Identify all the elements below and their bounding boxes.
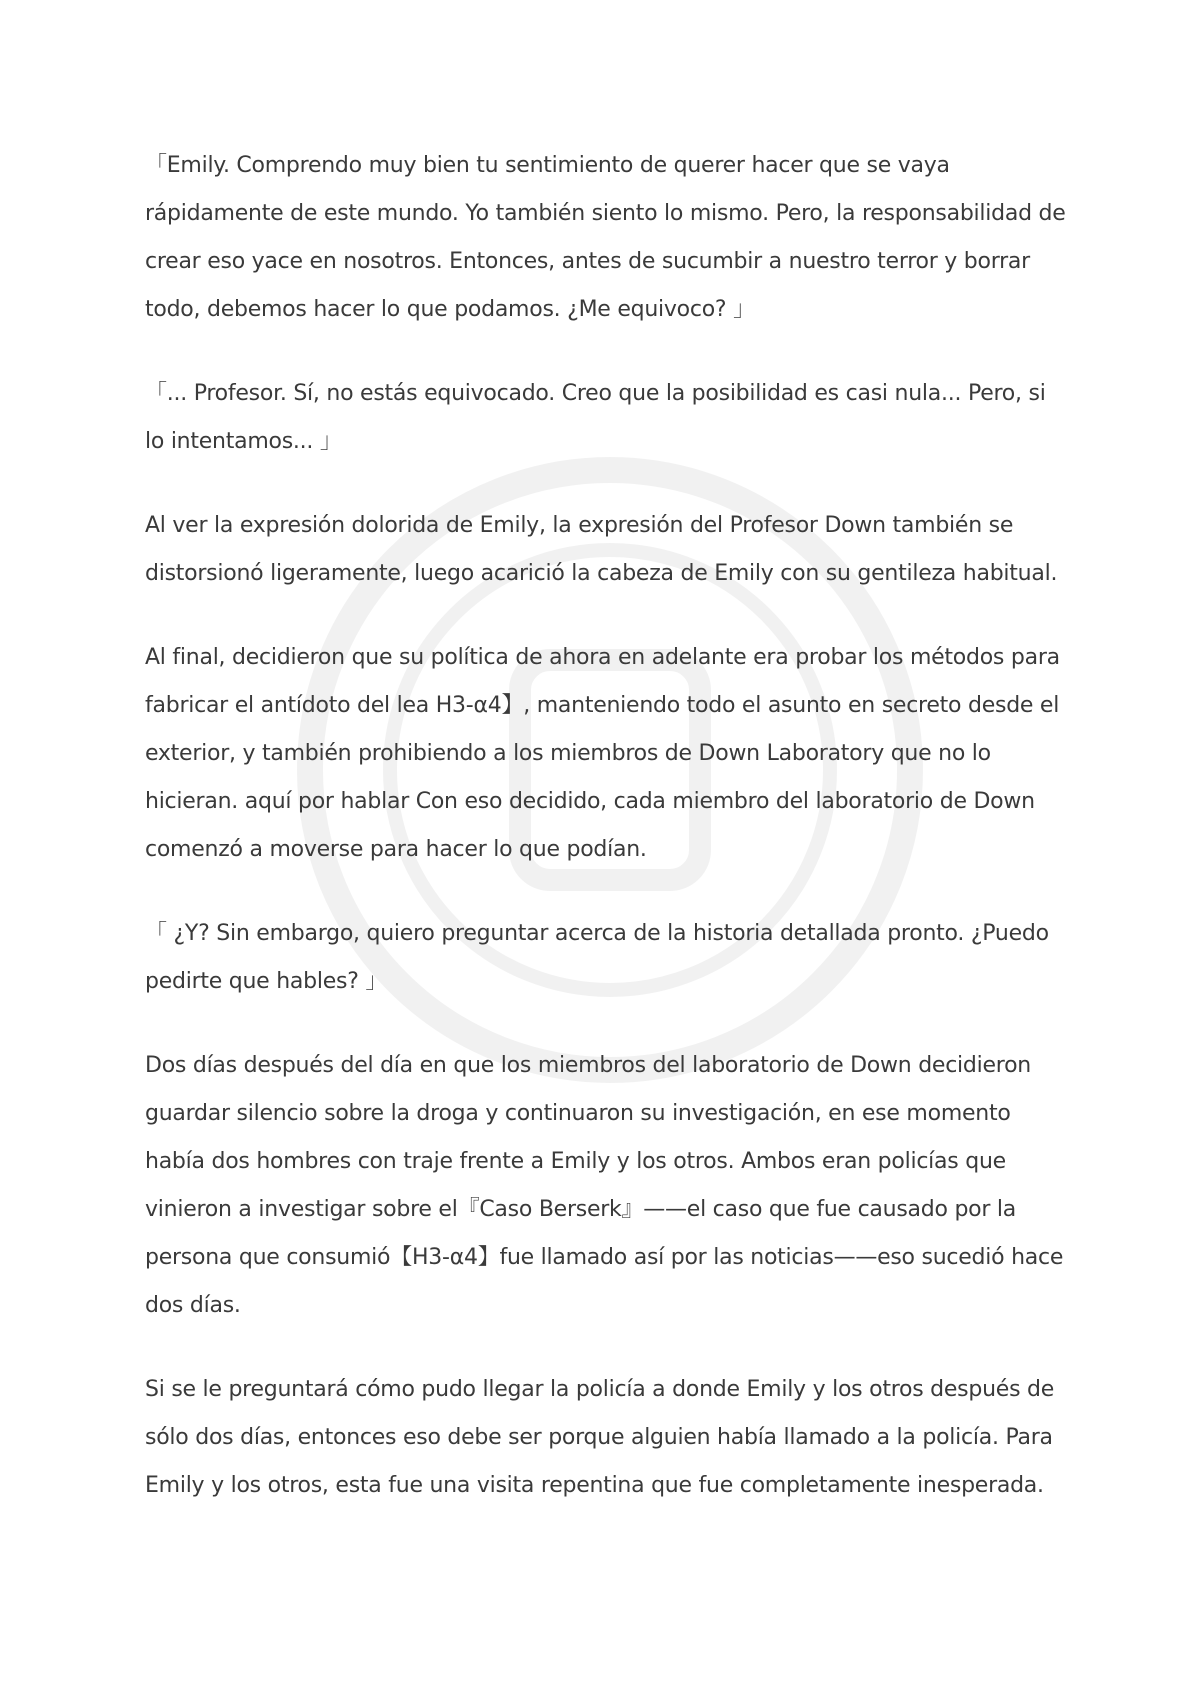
paragraph: 「... Profesor. Sí, no estás equivocado. Creo que la posibilidad es casi nula... Pero, si lo intentamos... 」	[145, 381, 1046, 454]
paragraph: 「 ¿Y? Sin embargo, quiero preguntar acerca de la historia detallada pronto. ¿Puedo pedirte que hables? 」	[145, 921, 1049, 994]
paragraph: Dos días después del día en que los miembros del laboratorio de Down decidieron guardar silencio sobre la droga y continuaron su investigación, en ese momento había dos hombres con traje frente a Emily y los otros. Ambos eran policías que vinieron a investigar sobre el『Caso Berserk』——el caso que fue causado por la persona que consumió【H3-α4】fue llamado así por las noticias——eso sucedió hace dos días.	[145, 1053, 1064, 1318]
paragraph: Al final, decidieron que su política de ahora en adelante era probar los métodos para fabricar el antídoto del lea H3-α4】, manteniendo todo el asunto en secreto desde el exterior, y también prohibiendo a los miembros de Down Laboratory que no lo hicieran. aquí por hablar Con eso decidido, cada miembro del laboratorio de Down comenzó a moverse para hacer lo que podían.	[145, 645, 1060, 862]
paragraph: 「Emily. Comprendo muy bien tu sentimiento de querer hacer que se vaya rápidamente de este mundo. Yo también siento lo mismo. Pero, la responsabilidad de crear eso yace en nosotros. Entonces, antes de sucumbir a nuestro terror y borrar todo, debemos hacer lo que podamos. ¿Me equivoco? 」	[145, 153, 1066, 322]
document-body	[145, 142, 1070, 1546]
paragraph: Al ver la expresión dolorida de Emily, la expresión del Profesor Down también se distorsionó ligeramente, luego acarició la cabeza de Emily con su gentileza habitual.	[145, 513, 1058, 586]
paragraph: Si se le preguntará cómo pudo llegar la policía a donde Emily y los otros después de sólo dos días, entonces eso debe ser porque alguien había llamado a la policía. Para Emily y los otros, esta fue una visita repentina que fue completamente inesperada.	[145, 1377, 1055, 1498]
